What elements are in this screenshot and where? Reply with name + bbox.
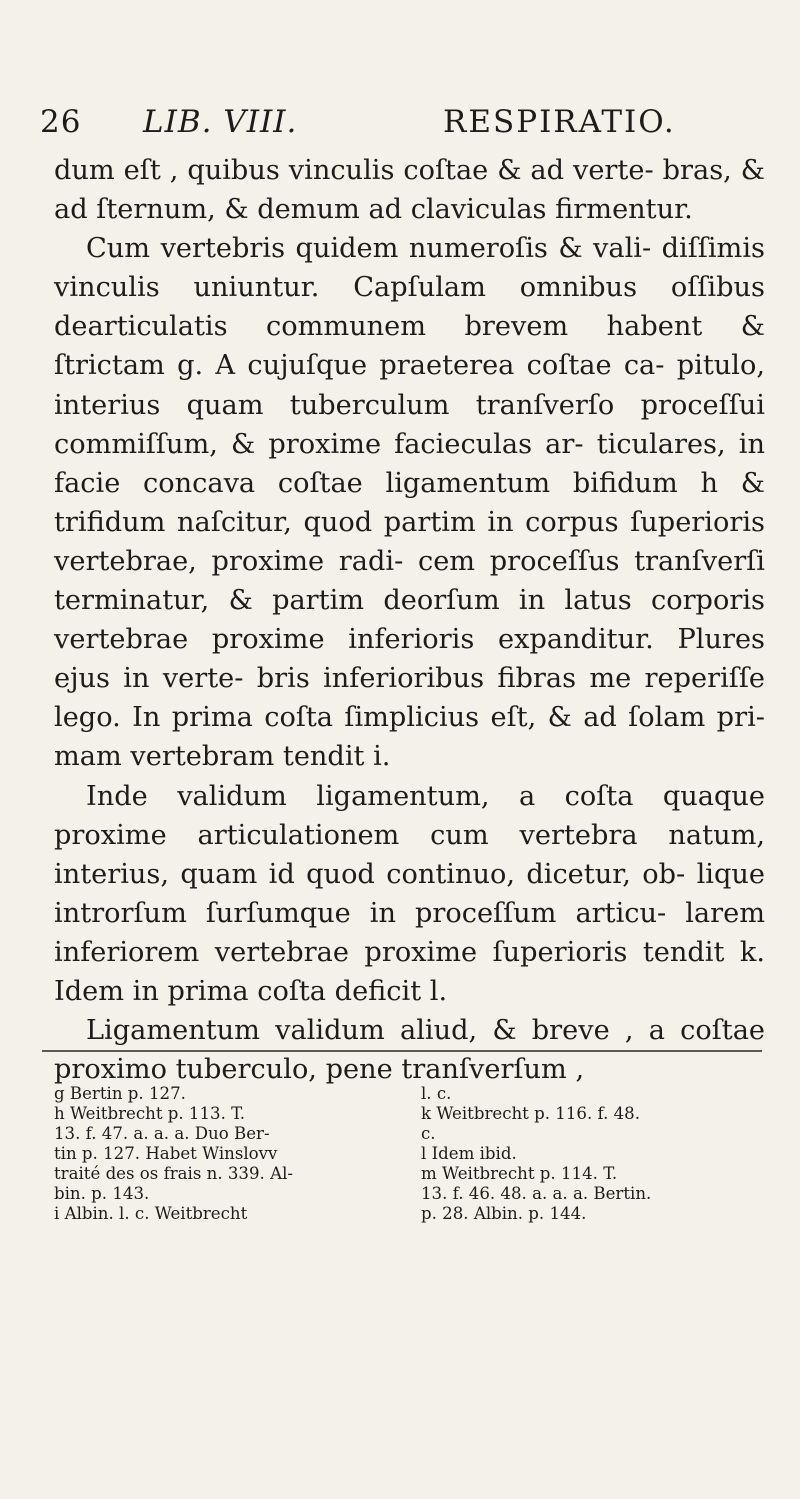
paragraph-3 — [54, 777, 765, 1012]
text-line: proxime articulationem cum vertebra natum, — [54, 819, 765, 851]
text-line: Inde validum ligamentum, a coſta quaque — [86, 780, 765, 812]
text-line: Cum vertebris quidem numeroſis & vali- — [86, 233, 652, 265]
main-text — [54, 151, 765, 1089]
text-line: pitulo, interius quam tuberculum tranſverſo — [54, 350, 765, 421]
footnote-line: c. — [421, 1124, 436, 1143]
text-line: cem proceſſus tranſverſi terminatur, & partim — [54, 545, 765, 617]
footnotes-right-column — [421, 1084, 766, 1224]
text-line: dum eſt , quibus vinculis coſtae & ad verte- — [54, 155, 654, 186]
page-number: 26 — [40, 104, 82, 140]
text-line: ticulares, in facie concava coſtae ligamentum — [54, 428, 765, 499]
footnote-line: tin p. 127. Habet Winslovv — [54, 1144, 278, 1163]
footnote-line: traité des os frais n. 339. Al- — [54, 1164, 293, 1183]
footnote-line: l Idem ibid. — [421, 1144, 517, 1163]
footnote-line: l. c. — [421, 1084, 452, 1103]
paragraph-1 — [54, 151, 765, 229]
text-line: proceſſui commiſſum, & proxime facieculas ar- — [54, 389, 765, 460]
footnote-line: p. 28. Albin. p. 144. — [421, 1204, 587, 1223]
text-line: in corpus ſuperioris vertebrae, proxime radi- — [54, 506, 765, 577]
text-line: bifidum h & trifidum naſcitur, quod partim — [54, 467, 765, 538]
text-line: diſſimis vinculis uniuntur. Capſulam omnibus — [54, 233, 765, 304]
text-line: coſtae proximo tuberculo, pene tranſverſum , — [54, 1015, 765, 1086]
text-line: prima coſta ſimplicius eſt, & ad ſolam pri- — [171, 702, 765, 734]
paragraph-2 — [54, 229, 765, 776]
text-line: bris inferioribus fibras me reperiſſe lego. In — [54, 663, 765, 734]
text-line: deorſum in latus corporis vertebrae proxime — [54, 585, 765, 656]
text-line: oſſibus dearticulatis communem brevem habent — [54, 272, 765, 343]
footnote-line: g Bertin p. 127. — [54, 1084, 186, 1103]
text-line: interius, quam id quod continuo, dicetur, ob- — [54, 858, 686, 890]
footnote-line: bin. p. 143. — [54, 1184, 150, 1203]
footnote-line: 13. f. 46. 48. a. a. a. Bertin. — [421, 1184, 652, 1203]
footnote-line: h Weitbrecht p. 113. T. — [54, 1104, 246, 1123]
text-line: larem inferiorem vertebrae proxime ſuperioris — [54, 897, 765, 968]
text-line: tendit k. Idem in prima coſta deficit l. — [54, 936, 765, 1007]
text-line: mam vertebram tendit i. — [54, 741, 391, 773]
footnote-line: k Weitbrecht p. 116. f. 48. — [421, 1104, 641, 1123]
footnotes-left-column — [54, 1084, 394, 1224]
book-label: LIB. VIII. — [143, 104, 298, 140]
running-title: RESPIRATIO. — [443, 104, 676, 140]
footnote-divider — [42, 1050, 762, 1052]
text-line: & ſtrictam g. A cujuſque praeterea coſtae ca- — [54, 311, 765, 382]
footnote-line: m Weitbrecht p. 114. T. — [421, 1164, 618, 1183]
page-header — [40, 104, 740, 148]
footnote-line: 13. f. 47. a. a. a. Duo Ber- — [54, 1124, 270, 1143]
text-line: bras, & ad ſternum, & demum ad claviculas — [54, 155, 765, 226]
text-line: Ligamentum validum aliud, & breve , a — [86, 1015, 665, 1047]
text-line: lique introrſum ſurſumque in proceſſum articu- — [54, 858, 765, 929]
text-line: inferioris expanditur. Plures ejus in verte- — [54, 624, 765, 695]
text-line: firmentur. — [555, 194, 693, 226]
footnote-line: i Albin. l. c. Weitbrecht — [54, 1204, 248, 1223]
